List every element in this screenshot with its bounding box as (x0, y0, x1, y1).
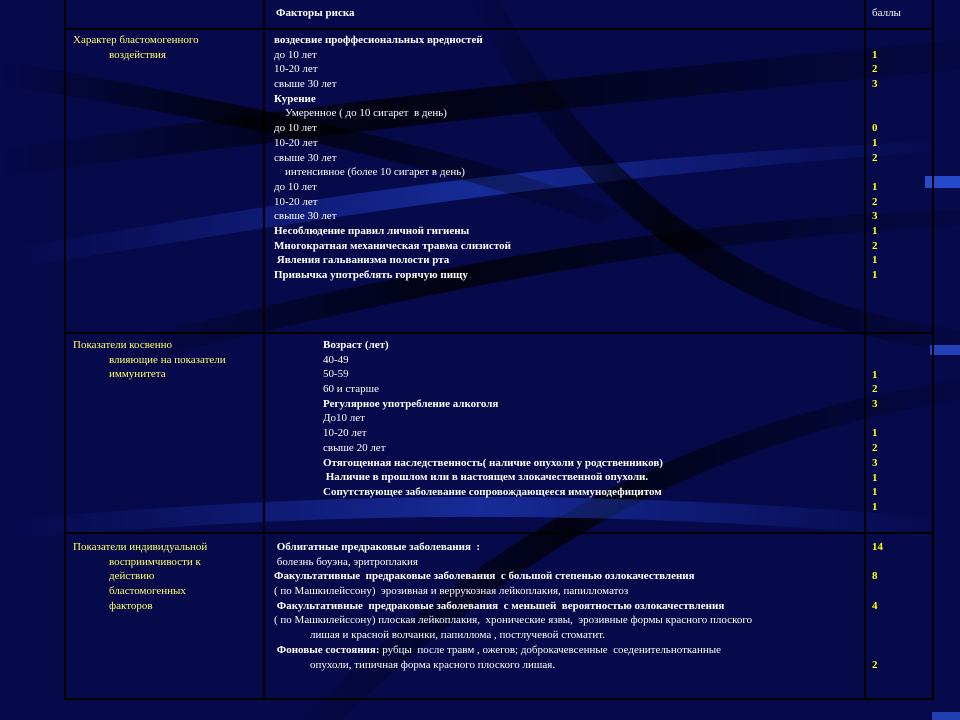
score-value: 2 (872, 63, 878, 76)
factor-line: Несоблюдение правил личной гигиены (274, 224, 470, 237)
section1-category (73, 33, 199, 62)
section2-scores (872, 353, 878, 515)
factor-line: свыше 30 лет (274, 210, 337, 223)
factor-line: свыше 30 лет (274, 151, 337, 164)
factor-line: Курение (274, 92, 316, 105)
score-value: 8 (872, 570, 878, 583)
factor-line: Явления гальванизма полости рта (274, 254, 450, 267)
score-value (872, 555, 883, 570)
factor-line: Фоновые состояния: рубцы после травм , ожегов; доброкачевсенные соеденительнотканные (274, 643, 721, 656)
category-line: бластомогенных (109, 585, 186, 598)
score-value: 14 (872, 541, 883, 553)
score-value: 1 (872, 254, 878, 267)
table-row-divider-2 (64, 532, 934, 534)
category-line: иммунитета (109, 368, 166, 381)
table-left-border (64, 0, 66, 700)
score-value: 2 (872, 195, 878, 208)
factor-line: Возраст (лет) (323, 339, 389, 351)
factor-line: Наличие в прошлом или в настоящем злокачественной опухоли. (323, 471, 649, 484)
factor-line: 10-20 лет (323, 427, 367, 440)
factor-line: 10-20 лет (274, 195, 318, 208)
factor-line: болезнь боуэна, эритроплакия (274, 555, 418, 568)
factor-line: воздесвие проффесиональных вредностей (274, 34, 483, 46)
factor-line: 10-20 лет (274, 136, 318, 149)
section1-scores (872, 33, 878, 283)
header-factors: Факторы риска (276, 7, 355, 19)
score-value: 2 (872, 383, 878, 396)
score-value: 1 (872, 224, 878, 237)
score-value: 3 (872, 398, 878, 411)
factor-line: Факультативные предраковые заболевания с большой степенью озлокачествления (274, 570, 695, 583)
section3-factors (274, 540, 752, 672)
score-value (872, 92, 878, 107)
factor-line: до 10 лет (274, 180, 317, 193)
factor-line: 10-20 лет (274, 63, 318, 76)
factor-line: Отягощенная наследственность( наличие опухоли у родственников) (323, 456, 663, 469)
score-value (872, 33, 878, 48)
category-line: воздействия (109, 48, 166, 61)
section3-scores (872, 540, 883, 672)
category-line: Показатели индивидуальной (73, 541, 208, 553)
score-value (872, 628, 883, 643)
section2-factors (323, 338, 663, 500)
score-value: 4 (872, 599, 878, 612)
factor-line: Умеренное ( до 10 сигарет в день) (274, 107, 447, 120)
score-value (872, 106, 878, 121)
factor-line: 60 и старше (323, 383, 379, 396)
score-value: 1 (872, 471, 878, 484)
score-value: 1 (872, 269, 878, 281)
score-value (872, 412, 878, 427)
score-value: 1 (872, 368, 878, 381)
factor-line: Облигатные предраковые заболевания : (274, 541, 481, 553)
score-value: 1 (872, 180, 878, 193)
score-value: 1 (872, 136, 878, 149)
score-value: 2 (872, 151, 878, 164)
section3-category (73, 540, 207, 613)
factor-line: Сопутствующее заболевание сопровождающееся иммунодефицитом (323, 485, 662, 498)
score-value: 0 (872, 122, 878, 135)
table-right-border (932, 0, 934, 700)
score-value: 2 (872, 658, 878, 671)
score-value: 1 (872, 500, 878, 513)
table-row-divider-1 (64, 332, 934, 334)
category-line: Характер бластомогенного (73, 34, 199, 46)
factor-line: опухоли, типичная форма красного плоского лишая. (310, 658, 556, 671)
section1-factors (274, 33, 511, 283)
category-line: влияющие на показатели (109, 353, 226, 366)
header-points: баллы (872, 7, 901, 19)
score-value: 3 (872, 210, 878, 223)
score-value: 2 (872, 442, 878, 455)
category-line: Показатели косвенно (73, 339, 172, 351)
score-value: 1 (872, 48, 878, 61)
factor-line: свыше 20 лет (323, 441, 386, 454)
table-bottom-border (64, 698, 934, 700)
factor-line: лишая и красной волчанки, папиллома , постлучевой стоматит. (310, 629, 605, 642)
score-value (872, 584, 883, 599)
factor-line: до 10 лет (274, 122, 317, 135)
score-value: 1 (872, 427, 878, 440)
factor-line: Многократная механическая травма слизистой (274, 239, 511, 252)
factor-line: 50-59 (323, 368, 349, 381)
factor-line: ( по Машкилейссону) эрозивная и веррукозная лейкоплакия, папилломатоз (274, 585, 629, 598)
factor-line: интенсивное (более 10 сигарет в день) (274, 166, 465, 179)
factor-line: Привычка употреблять горячую пищу (274, 269, 468, 281)
section2-category (73, 338, 226, 382)
score-value: 3 (872, 456, 878, 469)
factor-line: ( по Машкилейссону) плоская лейкоплакия, хронические язвы, эрозивные формы красного плоского (274, 614, 753, 627)
score-value (872, 353, 878, 368)
factor-line: до 10 лет (274, 48, 317, 61)
category-line: восприимчивости к (109, 555, 201, 568)
score-value: 2 (872, 239, 878, 252)
factor-line: Регулярное употребление алкоголя (323, 397, 499, 410)
table-column-divider-2 (864, 0, 866, 700)
score-value: 3 (872, 78, 878, 91)
factor-line: 40-49 (323, 353, 349, 366)
table-column-divider-1 (263, 0, 265, 700)
score-value (872, 613, 883, 628)
factor-line: свыше 30 лет (274, 78, 337, 91)
table-row-divider-header (64, 28, 934, 30)
score-value (872, 165, 878, 180)
category-line: действию (109, 570, 155, 583)
factor-line: До10 лет (323, 412, 365, 425)
score-value: 1 (872, 486, 878, 499)
category-line: факторов (109, 599, 153, 612)
factor-line: Факультативные предраковые заболевания с меньшей вероятностью озлокачествления (274, 599, 725, 612)
score-value (872, 643, 883, 658)
